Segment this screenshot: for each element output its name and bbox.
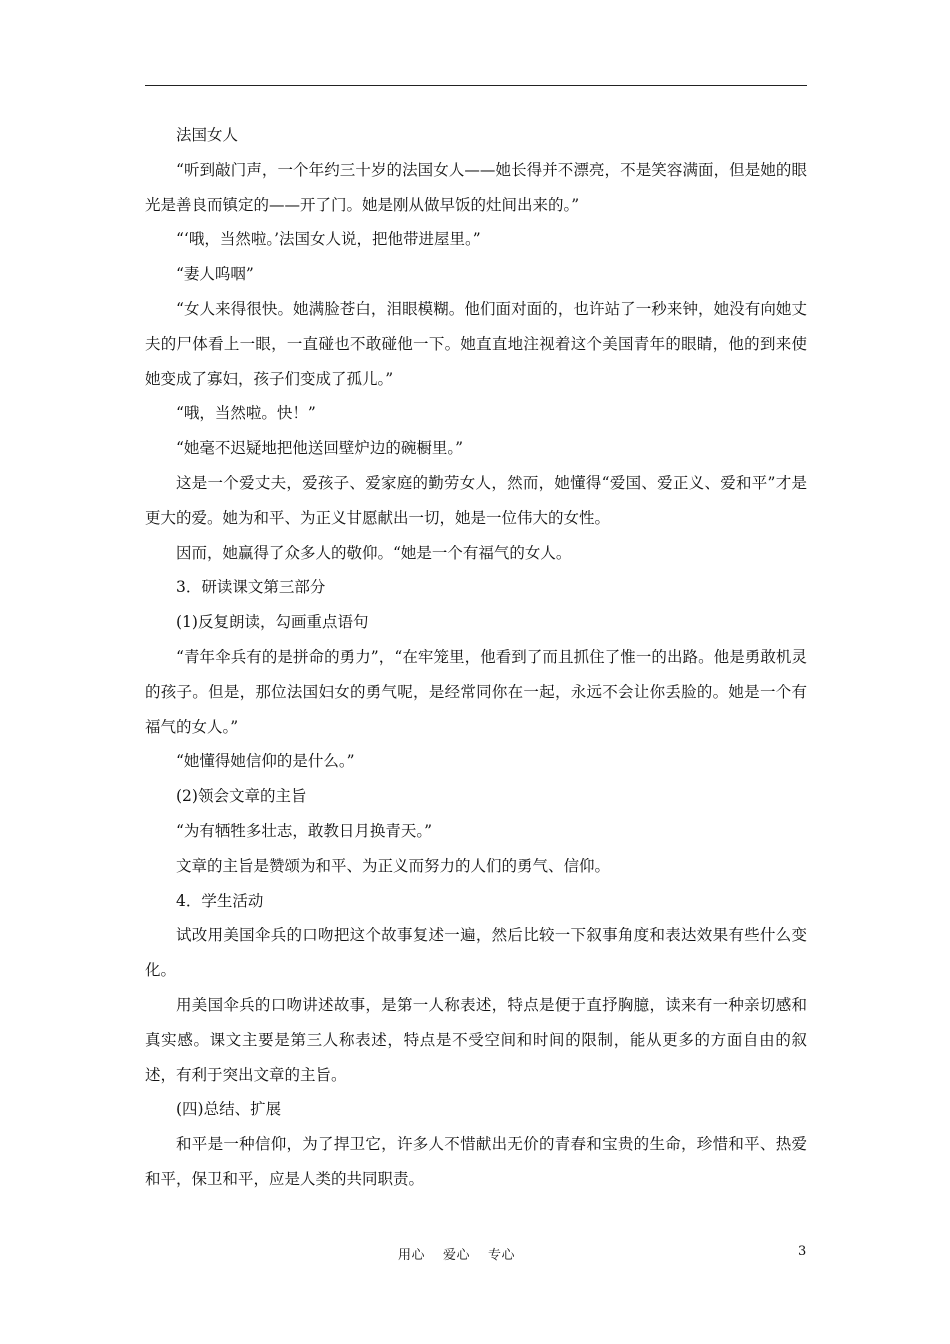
quote-paragraph: “为有牺牲多壮志，敢教日月换青天。” (176, 821, 433, 840)
section-heading: 3．研读课文第三部分 (176, 578, 326, 597)
page-number: 3 (798, 1244, 807, 1259)
quote-paragraph: “青年伞兵有的是拼命的勇力”，“在牢笼里，他看到了而且抓住了惟一的出路。他是勇敢机灵的孩子。但是，那位法国妇女的勇气呢，是经常同你在一起，永远不会让你丢脸的。她是一个有福气的女人。” (145, 647, 807, 736)
body-paragraph: 这是一个爱丈夫，爱孩子、爱家庭的勤劳女人，然而，她懂得“爱国、爱正义、爱和平”才是更大的爱。她为和平、为正义甘愿献出一切，她是一位伟大的女性。 (145, 473, 807, 527)
quote-paragraph: “女人来得很快。她满脸苍白，泪眼模糊。他们面对面的，也许站了一秒来钟，她没有向她丈夫的尸体看上一眼，一直碰也不敢碰他一下。她直直地注视着这个美国青年的眼睛，他的到来使她变成了寡妇，孩子们变成了孤儿。” (145, 299, 807, 388)
body-paragraph: 试改用美国伞兵的口吻把这个故事复述一遍，然后比较一下叙事角度和表达效果有些什么变化。 (145, 926, 807, 980)
quote-paragraph: “她懂得她信仰的是什么。” (176, 752, 355, 771)
body-paragraph: 因而，她赢得了众多人的敬仰。“她是一个有福气的女人。 (176, 543, 572, 562)
section-heading: 4．学生活动 (176, 891, 264, 910)
quote-paragraph: “哦，当然啦。快！” (176, 404, 316, 423)
quote-paragraph: “‘哦，当然啦。’法国女人说，把他带进屋里。” (176, 230, 481, 249)
body-paragraph: 文章的主旨是赞颂为和平、为正义而努力的人们的勇气、信仰。 (176, 856, 611, 875)
subsection-heading: (2)领会文章的主旨 (176, 787, 307, 806)
quote-paragraph: “妻人呜咽” (176, 265, 254, 284)
footer-motto-word: 爱心 (443, 1248, 471, 1263)
document-body (145, 118, 807, 1197)
quote-paragraph: “她毫不迟疑地把他送回壁炉边的碗橱里。” (176, 439, 464, 458)
footer-motto (398, 1244, 533, 1263)
page-footer (0, 1244, 950, 1268)
footer-motto-word: 专心 (488, 1248, 516, 1263)
body-paragraph: 和平是一种信仰，为了捍卫它，许多人不惜献出无价的青春和宝贵的生命，珍惜和平、热爱和平，保卫和平，应是人类的共同职责。 (145, 1135, 807, 1188)
body-paragraph: 用美国伞兵的口吻讲述故事，是第一人称表述，特点是便于直抒胸臆，读来有一种亲切感和真实感。课文主要是第三人称表述，特点是不受空间和时间的限制，能从更多的方面自由的叙述，有利于突出文章的主旨。 (145, 995, 807, 1084)
quote-paragraph: “听到敲门声，一个年约三十岁的法国女人——她长得并不漂亮，不是笑容满面，但是她的眼光是善良而镇定的——开了门。她是刚从做早饭的灶间出来的。” (145, 160, 807, 214)
section-heading: (四)总结、扩展 (176, 1100, 282, 1119)
header-rule (145, 85, 807, 86)
section-heading: 法国女人 (176, 126, 239, 144)
footer-motto-word: 用心 (398, 1248, 426, 1263)
subsection-heading: (1)反复朗读，勾画重点语句 (176, 613, 369, 632)
